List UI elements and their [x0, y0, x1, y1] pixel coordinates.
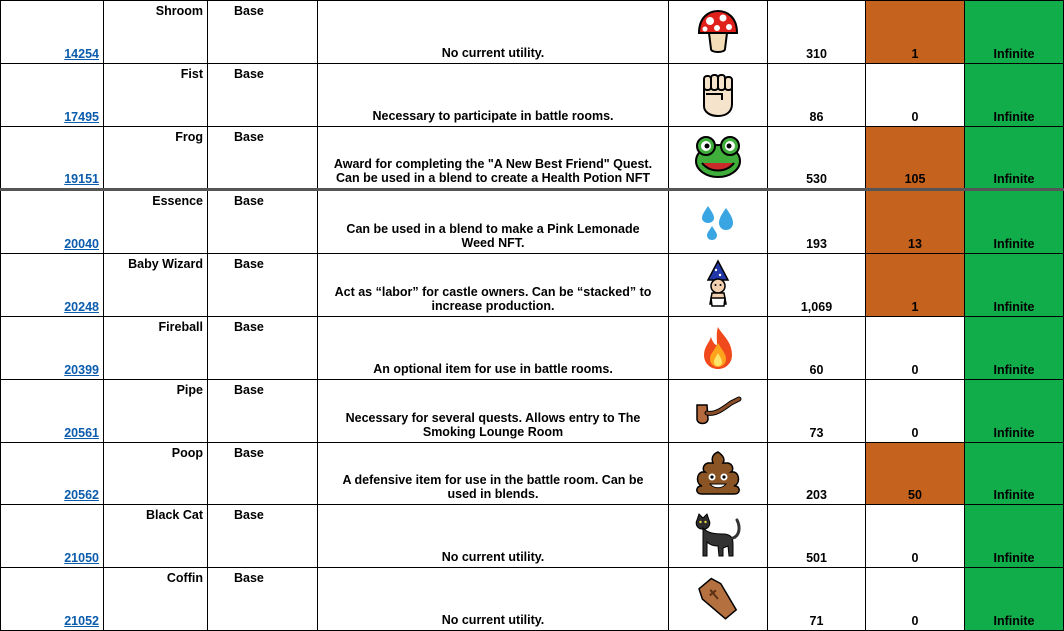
item-count: 50 [866, 442, 965, 505]
mushroom-icon [696, 9, 740, 55]
item-id-cell [1, 316, 104, 379]
item-name: Baby Wizard [104, 254, 208, 317]
item-name: Essence [104, 190, 208, 254]
poop-icon [694, 450, 742, 496]
item-id-link[interactable]: 20248 [64, 299, 99, 314]
item-count: 0 [866, 63, 965, 126]
item-description: No current utility. [318, 505, 669, 568]
item-id-cell [1, 63, 104, 126]
item-type: Base [208, 316, 318, 379]
item-supply: Infinite [965, 505, 1064, 568]
item-id-cell [1, 126, 104, 190]
item-description: Necessary for several quests. Allows entry to The Smoking Lounge Room [318, 379, 669, 442]
item-icon-cell [669, 63, 768, 126]
item-icon-cell [669, 442, 768, 505]
item-name: Fireball [104, 316, 208, 379]
item-quantity: 86 [768, 63, 866, 126]
item-id-link[interactable]: 14254 [64, 46, 99, 61]
item-name: Pipe [104, 379, 208, 442]
item-supply: Infinite [965, 63, 1064, 126]
table-row [1, 1, 1064, 64]
item-count: 0 [866, 379, 965, 442]
coffin-icon [695, 577, 741, 621]
item-supply: Infinite [965, 190, 1064, 254]
black-cat-icon [693, 512, 743, 560]
item-quantity: 310 [768, 1, 866, 64]
table-row [1, 126, 1064, 190]
item-id-link[interactable]: 17495 [64, 109, 99, 124]
item-type: Base [208, 568, 318, 631]
item-quantity: 1,069 [768, 254, 866, 317]
item-supply: Infinite [965, 1, 1064, 64]
item-id-cell [1, 379, 104, 442]
table-row [1, 568, 1064, 631]
item-type: Base [208, 63, 318, 126]
item-icon-cell [669, 190, 768, 254]
item-id-link[interactable]: 20399 [64, 362, 99, 377]
item-quantity: 73 [768, 379, 866, 442]
fire-icon [698, 325, 738, 371]
item-id-cell [1, 254, 104, 317]
item-supply: Infinite [965, 568, 1064, 631]
table-row [1, 379, 1064, 442]
item-icon-cell [669, 316, 768, 379]
table-row [1, 442, 1064, 505]
item-id-cell [1, 190, 104, 254]
item-description: Act as “labor” for castle owners. Can be “stacked” to increase production. [318, 254, 669, 317]
item-id-cell [1, 1, 104, 64]
table-row [1, 505, 1064, 568]
item-count: 0 [866, 316, 965, 379]
pipe-icon [693, 393, 743, 429]
item-name: Fist [104, 63, 208, 126]
item-type: Base [208, 254, 318, 317]
item-name: Shroom [104, 1, 208, 64]
item-icon-cell [669, 126, 768, 190]
item-name: Frog [104, 126, 208, 190]
item-quantity: 60 [768, 316, 866, 379]
item-type: Base [208, 190, 318, 254]
item-count: 1 [866, 254, 965, 317]
baby-wizard-icon [703, 260, 733, 310]
item-description: Can be used in a blend to make a Pink Lemonade Weed NFT. [318, 190, 669, 254]
table-row [1, 63, 1064, 126]
item-description: A defensive item for use in the battle room. Can be used in blends. [318, 442, 669, 505]
item-id-link[interactable]: 21052 [64, 613, 99, 628]
item-name: Black Cat [104, 505, 208, 568]
droplets-icon [698, 202, 738, 242]
item-count: 105 [866, 126, 965, 190]
item-description: An optional item for use in battle rooms. [318, 316, 669, 379]
item-type: Base [208, 1, 318, 64]
fist-icon [696, 72, 740, 118]
item-supply: Infinite [965, 316, 1064, 379]
item-icon-cell [669, 505, 768, 568]
item-count: 1 [866, 1, 965, 64]
frog-icon [693, 135, 743, 179]
item-id-link[interactable]: 20561 [64, 425, 99, 440]
item-type: Base [208, 126, 318, 190]
item-supply: Infinite [965, 379, 1064, 442]
item-name: Coffin [104, 568, 208, 631]
item-description: No current utility. [318, 568, 669, 631]
item-quantity: 501 [768, 505, 866, 568]
item-quantity: 71 [768, 568, 866, 631]
item-count: 13 [866, 190, 965, 254]
item-type: Base [208, 505, 318, 568]
item-id-cell [1, 568, 104, 631]
item-supply: Infinite [965, 254, 1064, 317]
item-count: 0 [866, 568, 965, 631]
item-description: No current utility. [318, 1, 669, 64]
item-name: Poop [104, 442, 208, 505]
item-icon-cell [669, 1, 768, 64]
item-id-link[interactable]: 19151 [64, 172, 99, 187]
item-id-link[interactable]: 21050 [64, 551, 99, 566]
item-quantity: 530 [768, 126, 866, 190]
table-row [1, 254, 1064, 317]
item-quantity: 203 [768, 442, 866, 505]
item-id-cell [1, 442, 104, 505]
item-quantity: 193 [768, 190, 866, 254]
item-description: Necessary to participate in battle rooms. [318, 63, 669, 126]
item-supply: Infinite [965, 442, 1064, 505]
table-row [1, 316, 1064, 379]
item-id-link[interactable]: 20562 [64, 488, 99, 503]
item-icon-cell [669, 254, 768, 317]
item-count: 0 [866, 505, 965, 568]
item-description: Award for completing the "A New Best Friend" Quest. Can be used in a blend to create a Health Potion NFT [318, 126, 669, 190]
item-id-link[interactable]: 20040 [64, 237, 99, 252]
item-id-cell [1, 505, 104, 568]
item-icon-cell [669, 379, 768, 442]
item-icon-cell [669, 568, 768, 631]
item-type: Base [208, 442, 318, 505]
table-row [1, 190, 1064, 254]
item-supply: Infinite [965, 126, 1064, 190]
item-type: Base [208, 379, 318, 442]
